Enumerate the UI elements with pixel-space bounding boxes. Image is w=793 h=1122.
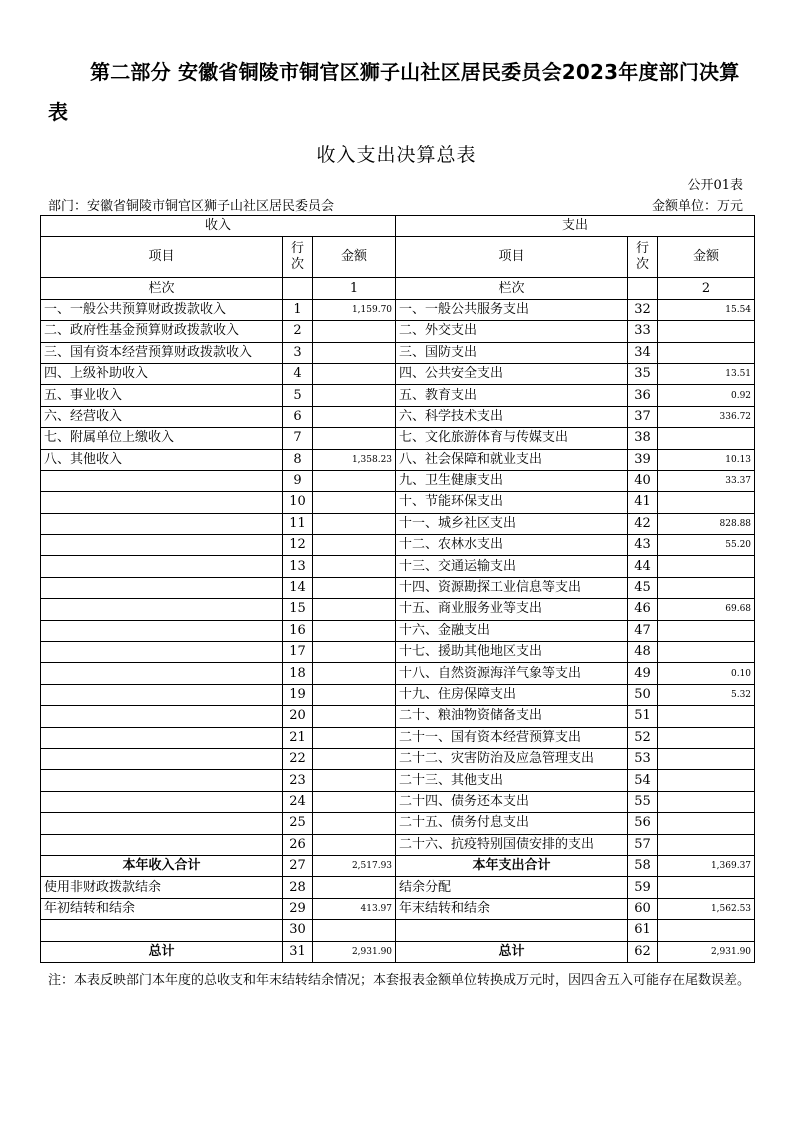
expense-item-cell: 七、文化旅游体育与传媒支出 (396, 428, 628, 449)
income-row-number: 7 (283, 428, 313, 449)
expense-amount-cell (658, 342, 755, 363)
expense-row-number: 43 (628, 535, 658, 556)
table-row (41, 877, 755, 898)
expense-item-cell: 二十、粮油物资储备支出 (396, 706, 628, 727)
income-item-cell (41, 834, 283, 855)
expense-amount-cell: 0.92 (658, 385, 755, 406)
expense-item-cell: 十七、援助其他地区支出 (396, 642, 628, 663)
income-row-number: 17 (283, 642, 313, 663)
income-row-number: 25 (283, 813, 313, 834)
income-row-number: 6 (283, 406, 313, 427)
expense-row-number: 34 (628, 342, 658, 363)
income-row-number: 2 (283, 321, 313, 342)
income-row-number: 15 (283, 599, 313, 620)
page-heading: 第二部分 安徽省铜陵市铜官区狮子山社区居民委员会2023年度部门决算表 (48, 60, 740, 124)
expense-amount-cell (658, 642, 755, 663)
income-item-cell (41, 492, 283, 513)
income-amount-cell: 1,159.70 (313, 299, 396, 320)
expense-amount-cell (658, 920, 755, 941)
income-amount-cell: 2,517.93 (313, 855, 396, 876)
expense-item-cell: 十五、商业服务业等支出 (396, 599, 628, 620)
expense-item-cell: 二十五、债务付息支出 (396, 813, 628, 834)
expense-item-cell (396, 920, 628, 941)
expense-row-number: 33 (628, 321, 658, 342)
table-header-row (41, 216, 755, 237)
income-item-cell (41, 748, 283, 769)
table-row (41, 556, 755, 577)
expense-row-number: 51 (628, 706, 658, 727)
income-amount-cell (313, 642, 396, 663)
expense-item-cell: 三、国防支出 (396, 342, 628, 363)
income-row-number: 28 (283, 877, 313, 898)
table-row (41, 492, 755, 513)
expense-item-cell: 六、科学技术支出 (396, 406, 628, 427)
expense-row-number: 54 (628, 770, 658, 791)
income-amount-cell: 413.97 (313, 898, 396, 919)
income-amount-cell (313, 406, 396, 427)
expense-item-cell: 四、公共安全支出 (396, 363, 628, 384)
expense-amount-cell: 336.72 (658, 406, 755, 427)
table-row (41, 898, 755, 919)
income-row-number: 1 (283, 299, 313, 320)
expense-row-number: 47 (628, 620, 658, 641)
income-item-cell (41, 727, 283, 748)
expense-amount-cell: 10.13 (658, 449, 755, 470)
income-amount-cell (313, 535, 396, 556)
expense-row-number: 60 (628, 898, 658, 919)
expense-item-cell: 十四、资源勘探工业信息等支出 (396, 577, 628, 598)
table-row (41, 577, 755, 598)
income-amount-cell (313, 321, 396, 342)
expense-amount-cell: 69.68 (658, 599, 755, 620)
income-item-cell (41, 920, 283, 941)
income-amount-cell (313, 492, 396, 513)
expense-amount-cell (658, 492, 755, 513)
income-item-cell (41, 663, 283, 684)
income-amount-cell (313, 748, 396, 769)
income-row-number: 14 (283, 577, 313, 598)
income-item-cell: 年初结转和结余 (41, 898, 283, 919)
expense-amount-cell: 828.88 (658, 513, 755, 534)
income-expense-table (40, 215, 755, 963)
expense-amount-cell: 15.54 (658, 299, 755, 320)
income-row-number: 29 (283, 898, 313, 919)
expense-row-no-header: 行次 (628, 237, 658, 278)
expense-row-number: 38 (628, 428, 658, 449)
table-row (41, 834, 755, 855)
table-row (41, 813, 755, 834)
table-row (41, 428, 755, 449)
income-row-number: 20 (283, 706, 313, 727)
expense-amount-cell: 13.51 (658, 363, 755, 384)
expense-row-number: 42 (628, 513, 658, 534)
expense-amount-cell: 5.32 (658, 684, 755, 705)
income-header: 收入 (41, 216, 396, 237)
expense-row-number: 44 (628, 556, 658, 577)
expense-amount-cell (658, 556, 755, 577)
income-row-number: 19 (283, 684, 313, 705)
income-row-number: 13 (283, 556, 313, 577)
expense-amount-cell (658, 620, 755, 641)
income-item-cell: 本年收入合计 (41, 855, 283, 876)
table-row (41, 406, 755, 427)
table-row (41, 748, 755, 769)
expense-amount-cell (658, 813, 755, 834)
income-row-number: 9 (283, 470, 313, 491)
table-row (41, 941, 755, 962)
expense-row-number: 58 (628, 855, 658, 876)
income-amount-cell (313, 706, 396, 727)
income-amount-cell (313, 727, 396, 748)
table-row (41, 620, 755, 641)
empty-cell (628, 278, 658, 299)
expense-amount-cell: 55.20 (658, 535, 755, 556)
expense-item-cell: 二十三、其他支出 (396, 770, 628, 791)
expense-amount-cell (658, 770, 755, 791)
income-amount-cell (313, 770, 396, 791)
expense-row-number: 48 (628, 642, 658, 663)
expense-item-cell: 十三、交通运输支出 (396, 556, 628, 577)
income-item-cell (41, 470, 283, 491)
income-item-cell (41, 791, 283, 812)
income-item-cell: 四、上级补助收入 (41, 363, 283, 384)
income-amount-cell (313, 513, 396, 534)
income-row-number: 3 (283, 342, 313, 363)
table-row (41, 385, 755, 406)
table-row (41, 513, 755, 534)
income-row-number: 21 (283, 727, 313, 748)
income-amount-cell (313, 834, 396, 855)
income-item-cell (41, 535, 283, 556)
expense-row-number: 55 (628, 791, 658, 812)
income-item-cell: 五、事业收入 (41, 385, 283, 406)
expense-amount-cell (658, 748, 755, 769)
table-row (41, 449, 755, 470)
expense-item-cell: 结余分配 (396, 877, 628, 898)
expense-row-number: 37 (628, 406, 658, 427)
income-item-cell (41, 577, 283, 598)
table-row (41, 299, 755, 320)
expense-row-number: 52 (628, 727, 658, 748)
expense-header: 支出 (396, 216, 755, 237)
expense-row-number: 62 (628, 941, 658, 962)
table-row (41, 920, 755, 941)
expense-item-cell: 二十一、国有资本经营预算支出 (396, 727, 628, 748)
income-row-number: 16 (283, 620, 313, 641)
table-title: 收入支出决算总表 (316, 144, 477, 166)
expense-row-number: 36 (628, 385, 658, 406)
expense-amount-cell: 0.10 (658, 663, 755, 684)
expense-item-cell: 九、卫生健康支出 (396, 470, 628, 491)
form-number: 公开01表 (687, 178, 743, 193)
expense-item-cell: 二十二、灾害防治及应急管理支出 (396, 748, 628, 769)
expense-item-header: 项目 (396, 237, 628, 278)
income-item-cell (41, 642, 283, 663)
income-row-number: 4 (283, 363, 313, 384)
table-row (41, 642, 755, 663)
empty-cell (283, 278, 313, 299)
expense-amount-cell (658, 321, 755, 342)
income-amount-header: 金额 (313, 237, 396, 278)
expense-row-number: 49 (628, 663, 658, 684)
income-row-number: 30 (283, 920, 313, 941)
income-row-number: 23 (283, 770, 313, 791)
income-row-number: 24 (283, 791, 313, 812)
expense-amount-cell (658, 577, 755, 598)
income-item-cell: 七、附属单位上缴收入 (41, 428, 283, 449)
income-col-label: 栏次 (41, 278, 283, 299)
expense-amount-header: 金额 (658, 237, 755, 278)
expense-item-cell: 年末结转和结余 (396, 898, 628, 919)
income-row-number: 11 (283, 513, 313, 534)
income-item-cell: 三、国有资本经营预算财政拨款收入 (41, 342, 283, 363)
income-item-cell: 使用非财政拨款结余 (41, 877, 283, 898)
income-row-number: 5 (283, 385, 313, 406)
expense-amount-cell (658, 877, 755, 898)
table-row (41, 706, 755, 727)
income-amount-cell (313, 920, 396, 941)
income-amount-cell (313, 599, 396, 620)
amount-unit-label: 金额单位：万元 (651, 199, 743, 214)
income-item-cell: 八、其他收入 (41, 449, 283, 470)
income-amount-cell (313, 663, 396, 684)
income-item-cell (41, 813, 283, 834)
income-amount-cell (313, 470, 396, 491)
department-label: 部门：安徽省铜陵市铜官区狮子山社区居民委员会 (48, 199, 335, 214)
income-item-cell (41, 706, 283, 727)
income-item-cell (41, 684, 283, 705)
expense-row-number: 61 (628, 920, 658, 941)
income-amount-cell (313, 620, 396, 641)
income-item-cell (41, 513, 283, 534)
table-row (41, 470, 755, 491)
income-amount-cell (313, 428, 396, 449)
expense-amount-cell (658, 727, 755, 748)
expense-row-number: 40 (628, 470, 658, 491)
expense-amount-cell: 1,369.37 (658, 855, 755, 876)
expense-item-cell: 本年支出合计 (396, 855, 628, 876)
income-amount-cell (313, 577, 396, 598)
table-row (41, 599, 755, 620)
expense-item-cell: 二十六、抗疫特别国债安排的支出 (396, 834, 628, 855)
table-row (41, 663, 755, 684)
expense-row-number: 56 (628, 813, 658, 834)
expense-amount-cell: 1,562.53 (658, 898, 755, 919)
income-item-cell (41, 599, 283, 620)
footnote: 注：本表反映部门本年度的总收支和年末结转结余情况；本套报表金额单位转换成万元时，因四舍五入可能存在尾数误差。 (48, 973, 751, 988)
income-amount-cell (313, 363, 396, 384)
expense-row-number: 53 (628, 748, 658, 769)
expense-item-cell: 十二、农林水支出 (396, 535, 628, 556)
expense-row-number: 45 (628, 577, 658, 598)
income-item-cell: 一、一般公共预算财政拨款收入 (41, 299, 283, 320)
table-row (41, 770, 755, 791)
expense-amount-cell: 33.37 (658, 470, 755, 491)
expense-item-cell: 十一、城乡社区支出 (396, 513, 628, 534)
table-row (41, 535, 755, 556)
income-row-no-header: 行次 (283, 237, 313, 278)
income-amount-cell (313, 813, 396, 834)
income-row-number: 31 (283, 941, 313, 962)
income-item-cell: 总计 (41, 941, 283, 962)
income-amount-cell (313, 877, 396, 898)
table-row (41, 855, 755, 876)
expense-item-cell: 十、节能环保支出 (396, 492, 628, 513)
expense-col-number: 2 (658, 278, 755, 299)
column-header-row (41, 237, 755, 278)
income-item-cell: 二、政府性基金预算财政拨款收入 (41, 321, 283, 342)
expense-item-cell: 二十四、债务还本支出 (396, 791, 628, 812)
income-amount-cell: 1,358.23 (313, 449, 396, 470)
income-amount-cell (313, 385, 396, 406)
income-item-cell: 六、经营收入 (41, 406, 283, 427)
expense-item-cell: 一、一般公共服务支出 (396, 299, 628, 320)
expense-item-cell: 五、教育支出 (396, 385, 628, 406)
expense-row-number: 39 (628, 449, 658, 470)
income-row-number: 27 (283, 855, 313, 876)
income-item-header: 项目 (41, 237, 283, 278)
table-row (41, 321, 755, 342)
expense-item-cell: 二、外交支出 (396, 321, 628, 342)
income-amount-cell (313, 684, 396, 705)
table-row (41, 684, 755, 705)
expense-row-number: 35 (628, 363, 658, 384)
expense-row-number: 57 (628, 834, 658, 855)
expense-row-number: 46 (628, 599, 658, 620)
expense-amount-cell (658, 428, 755, 449)
expense-row-number: 59 (628, 877, 658, 898)
income-amount-cell (313, 791, 396, 812)
table-row (41, 363, 755, 384)
expense-item-cell: 十九、住房保障支出 (396, 684, 628, 705)
expense-col-label: 栏次 (396, 278, 628, 299)
expense-amount-cell (658, 791, 755, 812)
income-item-cell (41, 770, 283, 791)
expense-amount-cell (658, 834, 755, 855)
income-row-number: 10 (283, 492, 313, 513)
income-row-number: 18 (283, 663, 313, 684)
income-amount-cell: 2,931.90 (313, 941, 396, 962)
income-row-number: 12 (283, 535, 313, 556)
expense-item-cell: 总计 (396, 941, 628, 962)
expense-amount-cell: 2,931.90 (658, 941, 755, 962)
income-amount-cell (313, 342, 396, 363)
column-number-row (41, 278, 755, 299)
income-item-cell (41, 556, 283, 577)
income-row-number: 26 (283, 834, 313, 855)
expense-amount-cell (658, 706, 755, 727)
income-col-number: 1 (313, 278, 396, 299)
expense-row-number: 41 (628, 492, 658, 513)
income-row-number: 22 (283, 748, 313, 769)
income-item-cell (41, 620, 283, 641)
table-row (41, 791, 755, 812)
expense-item-cell: 十六、金融支出 (396, 620, 628, 641)
income-row-number: 8 (283, 449, 313, 470)
expense-item-cell: 十八、自然资源海洋气象等支出 (396, 663, 628, 684)
income-amount-cell (313, 556, 396, 577)
table-row (41, 727, 755, 748)
expense-row-number: 32 (628, 299, 658, 320)
table-row (41, 342, 755, 363)
expense-item-cell: 八、社会保障和就业支出 (396, 449, 628, 470)
expense-row-number: 50 (628, 684, 658, 705)
